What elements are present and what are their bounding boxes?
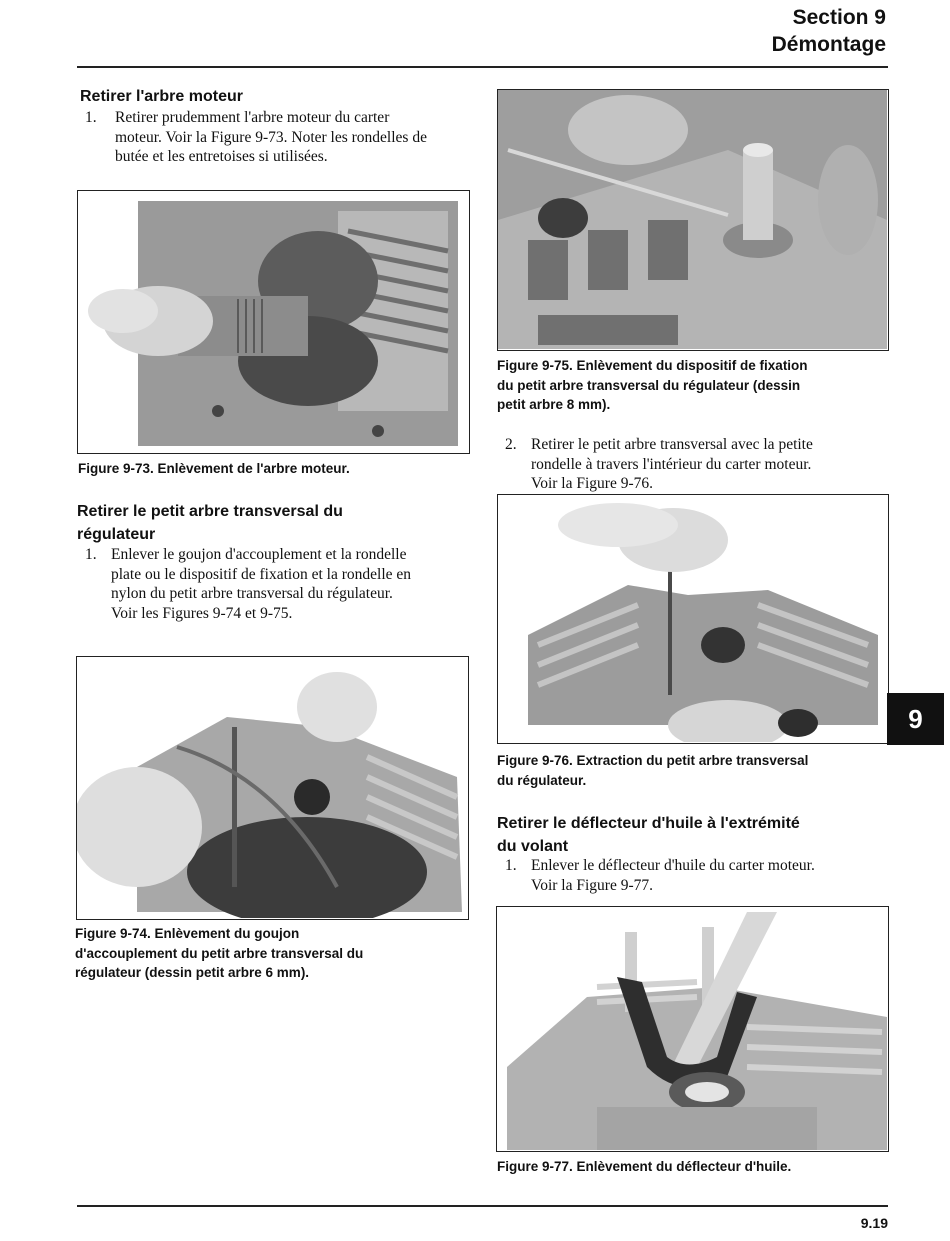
section-title: Démontage bbox=[771, 33, 886, 56]
figure-9-77-caption: Figure 9-77. Enlèvement du déflecteur d'huile. bbox=[497, 1159, 792, 1174]
caption-line: petit arbre 8 mm). bbox=[497, 397, 611, 412]
figure-9-75-caption bbox=[497, 356, 808, 415]
coupling-pin-removal-illustration bbox=[77, 657, 467, 918]
step-line: rondelle à travers l'intérieur du carter moteur. bbox=[531, 455, 812, 473]
step-remove-crankshaft bbox=[85, 108, 485, 168]
step-line: Retirer le petit arbre transversal avec la petite bbox=[531, 436, 813, 453]
header-rule bbox=[77, 66, 888, 68]
figure-9-77-photo bbox=[496, 906, 889, 1152]
step-line: Voir la Figure 9-77. bbox=[531, 876, 653, 894]
step-remove-cross-shaft bbox=[505, 435, 895, 495]
step-number: 1. bbox=[505, 857, 517, 874]
section-tab: 9 bbox=[887, 693, 944, 745]
heading-line: régulateur bbox=[77, 526, 156, 543]
heading-line: Retirer le petit arbre transversal du bbox=[77, 503, 343, 520]
step-line: Enlever le déflecteur d'huile du carter moteur. bbox=[531, 857, 815, 874]
heading-line: du volant bbox=[497, 838, 569, 855]
step-line: nylon du petit arbre transversal du régulateur. bbox=[111, 585, 393, 602]
oil-deflector-removal-illustration bbox=[497, 907, 887, 1150]
heading-remove-crankshaft: Retirer l'arbre moteur bbox=[80, 88, 243, 105]
step-line: Voir les Figures 9-74 et 9-75. bbox=[111, 604, 293, 622]
footer-rule bbox=[77, 1205, 888, 1207]
figure-9-74-photo bbox=[76, 656, 469, 920]
heading-remove-oil-deflector bbox=[497, 812, 800, 858]
figure-9-76-photo bbox=[497, 494, 889, 744]
caption-line: Figure 9-75. Enlèvement du dispositif de fixation bbox=[497, 358, 808, 373]
cross-shaft-extraction-illustration bbox=[498, 495, 887, 742]
step-line: Enlever le goujon d'accouplement et la rondelle bbox=[111, 546, 407, 563]
caption-line: Figure 9-76. Extraction du petit arbre transversal bbox=[497, 753, 809, 768]
caption-line: Figure 9-74. Enlèvement du goujon bbox=[75, 926, 300, 941]
step-remove-coupling-pin bbox=[85, 545, 485, 625]
heading-remove-cross-shaft bbox=[77, 500, 343, 546]
step-number: 1. bbox=[85, 546, 97, 563]
page-number: 9.19 bbox=[860, 1215, 888, 1231]
step-number: 1. bbox=[85, 109, 97, 126]
figure-9-73-caption: Figure 9-73. Enlèvement de l'arbre moteur. bbox=[78, 461, 350, 476]
caption-line: du régulateur. bbox=[497, 772, 587, 788]
step-number: 2. bbox=[505, 436, 517, 453]
retainer-removal-illustration bbox=[498, 90, 887, 349]
figure-9-75-photo bbox=[497, 89, 889, 351]
caption-line: du petit arbre transversal du régulateur (dessin bbox=[497, 377, 801, 393]
section-label: Section 9 bbox=[792, 6, 886, 29]
step-remove-oil-deflector bbox=[505, 856, 895, 896]
figure-9-76-caption bbox=[497, 751, 808, 790]
figure-9-74-caption bbox=[75, 924, 363, 983]
step-line: moteur. Voir la Figure 9-73. Noter les rondelles de bbox=[115, 128, 427, 146]
step-line: plate ou le dispositif de fixation et la rondelle en bbox=[111, 565, 412, 583]
crankshaft-removal-illustration bbox=[78, 191, 468, 452]
step-line: butée et les entretoises si utilisées. bbox=[115, 148, 328, 165]
step-line: Retirer prudemment l'arbre moteur du carter bbox=[115, 109, 390, 126]
heading-line: Retirer le déflecteur d'huile à l'extrémité bbox=[497, 815, 800, 832]
step-line: Voir la Figure 9-76. bbox=[531, 475, 653, 492]
caption-line: d'accouplement du petit arbre transversal du bbox=[75, 945, 364, 961]
figure-9-73-photo bbox=[77, 190, 470, 454]
caption-line: régulateur (dessin petit arbre 6 mm). bbox=[75, 965, 310, 980]
